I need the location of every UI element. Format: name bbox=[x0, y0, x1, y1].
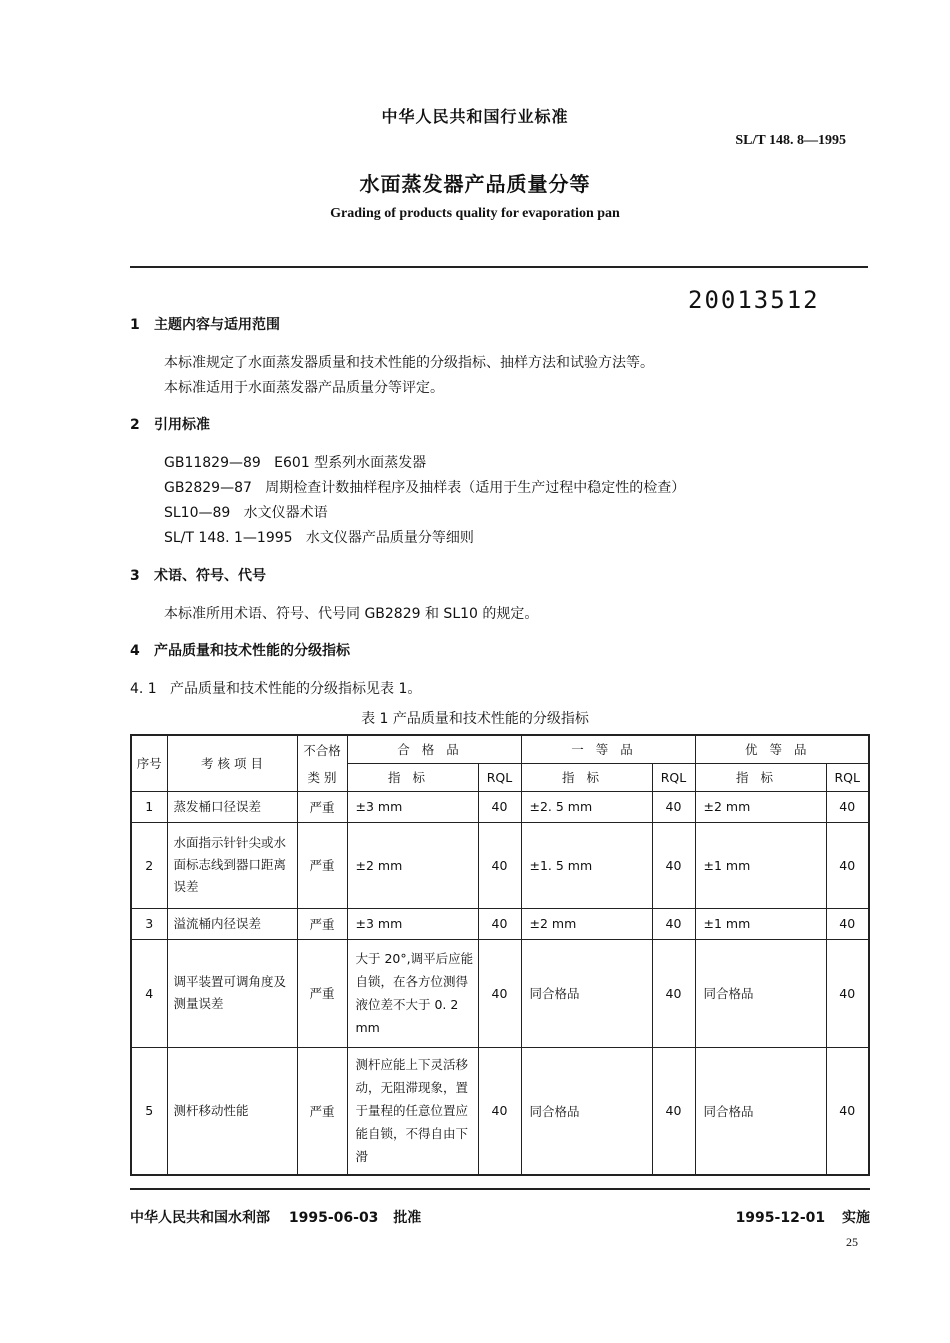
cell-rql: 40 bbox=[478, 1047, 521, 1175]
table-caption: 表 1 产品质量和技术性能的分级指标 bbox=[361, 711, 589, 727]
header-rql: RQL bbox=[652, 763, 695, 791]
cell-type: 严重 bbox=[297, 822, 347, 908]
header-qualified: 合格品 bbox=[347, 735, 521, 763]
cell-rql: 40 bbox=[652, 908, 695, 939]
cell-rql: 40 bbox=[478, 939, 521, 1047]
cell-rql: 40 bbox=[478, 822, 521, 908]
section-4-heading bbox=[130, 640, 350, 660]
cell-type: 严重 bbox=[297, 791, 347, 822]
subsection-number: 4. 1 bbox=[130, 681, 157, 697]
cell-rql: 40 bbox=[826, 1047, 869, 1175]
subsection-text: 产品质量和技术性能的分级指标见表 1。 bbox=[170, 681, 422, 697]
table-row bbox=[131, 1047, 869, 1175]
header-indicator: 指标 bbox=[347, 763, 478, 791]
cell-item: 测杆移动性能 bbox=[167, 1047, 297, 1175]
reference-item: GB2829—87 周期检查计数抽样程序及抽样表（适用于生产过程中稳定性的检查） bbox=[164, 480, 686, 496]
cell-qualified: ±3 mm bbox=[347, 908, 478, 939]
cell-excellent: 同合格品 bbox=[695, 1047, 826, 1175]
section-2-heading bbox=[130, 414, 210, 434]
section-title: 术语、符号、代号 bbox=[154, 568, 266, 584]
cell-excellent: 同合格品 bbox=[695, 939, 826, 1047]
header-divider bbox=[130, 266, 868, 268]
standard-number: SL/T 148. 8—1995 bbox=[735, 133, 846, 148]
section-title: 引用标准 bbox=[154, 417, 210, 433]
table-row bbox=[131, 908, 869, 939]
cell-rql: 40 bbox=[826, 939, 869, 1047]
grading-table bbox=[130, 734, 870, 1176]
section-number: 3 bbox=[130, 568, 140, 584]
approve-label: 批准 bbox=[393, 1210, 422, 1226]
section-title: 主题内容与适用范围 bbox=[154, 317, 280, 333]
cell-seq: 5 bbox=[131, 1047, 167, 1175]
section-number: 2 bbox=[130, 417, 140, 433]
header-rql: RQL bbox=[826, 763, 869, 791]
page-number: 25 bbox=[846, 1235, 858, 1249]
cell-first: ±1. 5 mm bbox=[521, 822, 652, 908]
cell-rql: 40 bbox=[826, 908, 869, 939]
issuer: 中华人民共和国水利部 bbox=[130, 1210, 270, 1226]
cell-type: 严重 bbox=[297, 939, 347, 1047]
cell-first: ±2. 5 mm bbox=[521, 791, 652, 822]
impl-label: 实施 bbox=[842, 1210, 870, 1226]
cell-qualified: ±2 mm bbox=[347, 822, 478, 908]
cell-rql: 40 bbox=[826, 822, 869, 908]
cell-item: 水面指示针针尖或水面标志线到器口距离误差 bbox=[167, 822, 297, 908]
cell-seq: 2 bbox=[131, 822, 167, 908]
section-number: 1 bbox=[130, 317, 140, 333]
cell-item: 调平装置可调角度及测量误差 bbox=[167, 939, 297, 1047]
cell-first: ±2 mm bbox=[521, 908, 652, 939]
cell-rql: 40 bbox=[826, 791, 869, 822]
header-seq: 序号 bbox=[131, 735, 167, 791]
cell-first: 同合格品 bbox=[521, 939, 652, 1047]
impl-date: 1995-12-01 bbox=[735, 1210, 826, 1226]
table-row bbox=[131, 822, 869, 908]
cell-item: 蒸发桶口径误差 bbox=[167, 791, 297, 822]
header-rql: RQL bbox=[478, 763, 521, 791]
cell-rql: 40 bbox=[652, 1047, 695, 1175]
header-item: 考 核 项 目 bbox=[167, 735, 297, 791]
header-first-grade: 一等品 bbox=[521, 735, 695, 763]
cell-qualified: ±3 mm bbox=[347, 791, 478, 822]
cell-rql: 40 bbox=[652, 791, 695, 822]
section-number: 4 bbox=[130, 643, 140, 659]
implementation-info bbox=[736, 1207, 870, 1227]
section-3-heading bbox=[130, 565, 266, 585]
cell-rql: 40 bbox=[478, 791, 521, 822]
cell-rql: 40 bbox=[652, 939, 695, 1047]
cell-rql: 40 bbox=[652, 822, 695, 908]
cell-excellent: ±1 mm bbox=[695, 822, 826, 908]
standard-category: 中华人民共和国行业标准 bbox=[381, 107, 569, 126]
cell-seq: 3 bbox=[131, 908, 167, 939]
cell-qualified: 测杆应能上下灵活移动，无阻滞现象，置于量程的任意位置应能自锁，不得自由下滑 bbox=[347, 1047, 478, 1175]
cell-seq: 4 bbox=[131, 939, 167, 1047]
header-indicator: 指标 bbox=[521, 763, 652, 791]
cell-first: 同合格品 bbox=[521, 1047, 652, 1175]
approval-info bbox=[130, 1207, 421, 1227]
cell-excellent: ±1 mm bbox=[695, 908, 826, 939]
document-code: 20013512 bbox=[688, 286, 820, 314]
table-row bbox=[131, 791, 869, 822]
footer-divider bbox=[130, 1188, 870, 1190]
reference-item: SL/T 148. 1—1995 水文仪器产品质量分等细则 bbox=[164, 530, 474, 546]
cell-seq: 1 bbox=[131, 791, 167, 822]
document-title: 水面蒸发器产品质量分等 bbox=[359, 172, 591, 196]
table-row bbox=[131, 939, 869, 1047]
header-excellent: 优等品 bbox=[695, 735, 869, 763]
approve-date: 1995-06-03 bbox=[288, 1210, 379, 1226]
cell-type: 严重 bbox=[297, 1047, 347, 1175]
document-title-english: Grading of products quality for evaporation pan bbox=[330, 206, 620, 221]
header-type-a: 不合格 bbox=[297, 735, 347, 763]
subsection-4-1 bbox=[130, 678, 421, 698]
section-1-paragraph: 本标准规定了水面蒸发器质量和技术性能的分级指标、抽样方法和试验方法等。 bbox=[164, 355, 654, 371]
section-1-paragraph: 本标准适用于水面蒸发器产品质量分等评定。 bbox=[164, 380, 444, 396]
cell-excellent: ±2 mm bbox=[695, 791, 826, 822]
cell-rql: 40 bbox=[478, 908, 521, 939]
section-title: 产品质量和技术性能的分级指标 bbox=[154, 643, 350, 659]
cell-type: 严重 bbox=[297, 908, 347, 939]
cell-qualified: 大于 20°,调平后应能自锁，在各方位测得液位差不大于 0. 2 mm bbox=[347, 939, 478, 1047]
reference-item: SL10—89 水文仪器术语 bbox=[164, 505, 328, 521]
header-indicator: 指标 bbox=[695, 763, 826, 791]
section-3-paragraph: 本标准所用术语、符号、代号同 GB2829 和 SL10 的规定。 bbox=[164, 606, 539, 622]
header-type-b: 类 别 bbox=[297, 763, 347, 791]
reference-item: GB11829—89 E601 型系列水面蒸发器 bbox=[164, 455, 427, 471]
section-1-heading bbox=[130, 314, 280, 334]
cell-item: 溢流桶内径误差 bbox=[167, 908, 297, 939]
